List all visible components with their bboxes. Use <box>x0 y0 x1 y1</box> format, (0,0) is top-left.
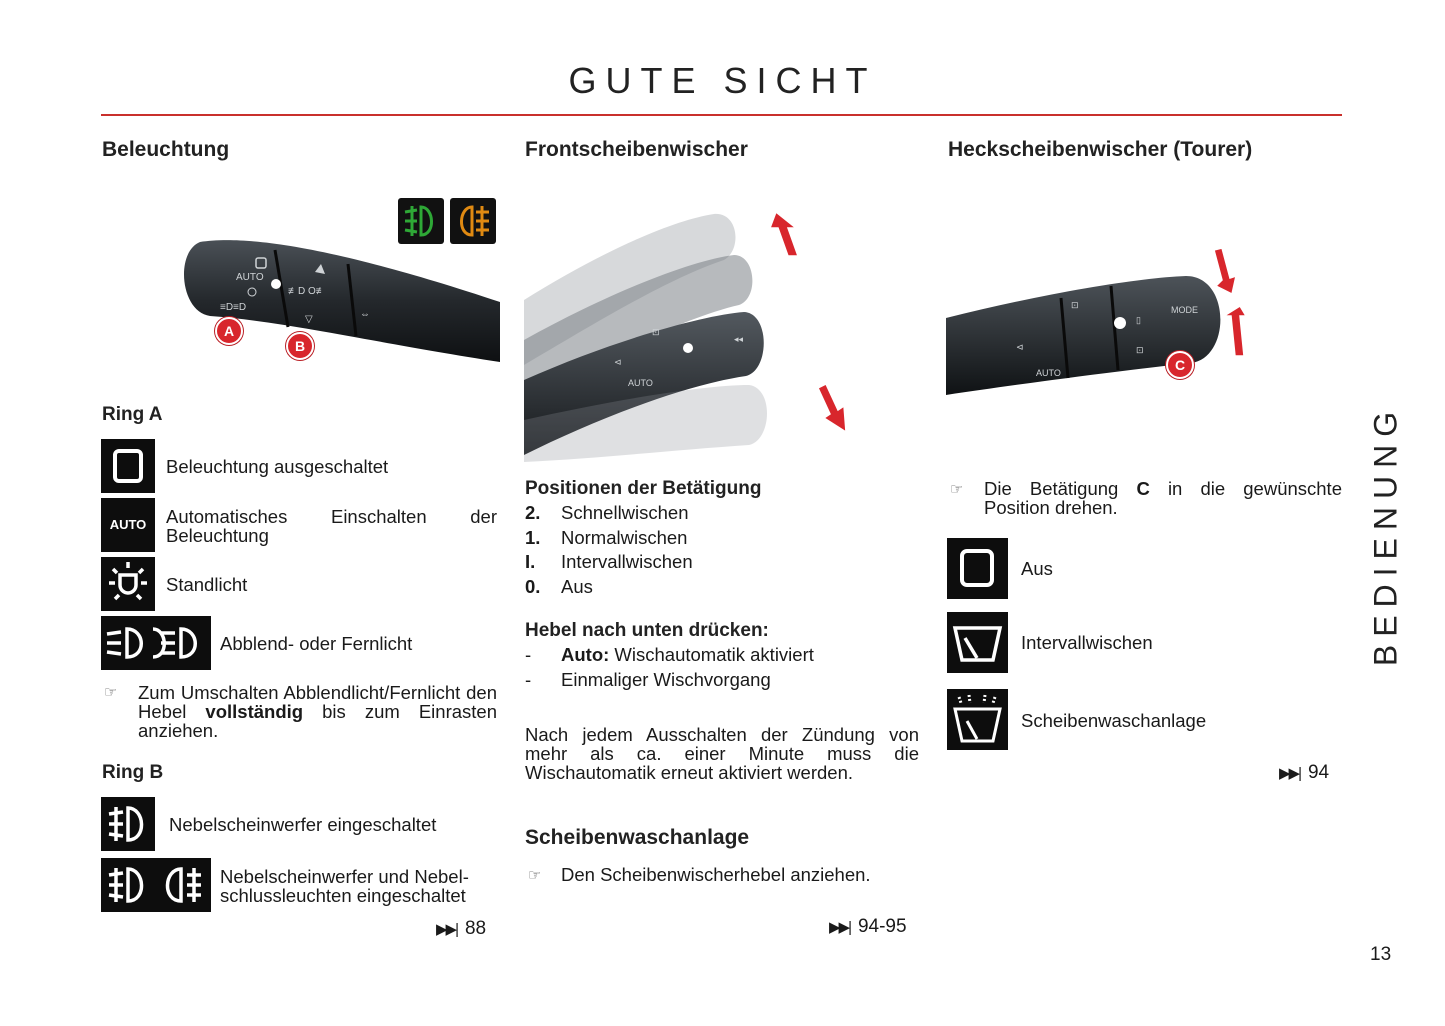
svg-text:AUTO: AUTO <box>236 272 264 283</box>
svg-text:▯: ▯ <box>1136 315 1141 325</box>
page-title: GUTE SICHT <box>568 60 877 101</box>
sidelight-label: Standlicht <box>166 574 248 595</box>
lighting-off-label: Beleuchtung ausgeschaltet <box>166 456 389 477</box>
badge-a: A <box>215 317 243 345</box>
svg-text:MODE: MODE <box>1171 305 1198 315</box>
push-item-single: - Einmaliger Wischvorgang <box>525 669 771 690</box>
badge-c: C <box>1166 351 1194 379</box>
svg-text:AUTO: AUTO <box>628 378 653 388</box>
front-wiper-heading: Frontscheibenwischer <box>525 138 748 161</box>
badge-b: B <box>286 332 314 360</box>
lighting-heading: Beleuchtung <box>102 138 230 161</box>
off-square-icon <box>947 538 1008 599</box>
page-reference-94-95[interactable]: ▶▶| 94-95 <box>829 916 907 937</box>
svg-text:≡D≡D: ≡D≡D <box>220 302 247 313</box>
svg-text:⊲: ⊲ <box>1016 342 1024 352</box>
ignition-paragraph: Nach jedem Ausschalten der Zündung von mehr als ca. einer Minute muss die Wischautomatik erneut aktiviert werden. <box>525 724 919 783</box>
washer-note: Den Scheibenwischerhebel anziehen. <box>561 864 871 885</box>
washer-heading: Scheibenwaschanlage <box>525 826 750 849</box>
svg-text:◂◂: ◂◂ <box>734 334 744 344</box>
hand-pointer-icon: ☞ <box>528 867 542 884</box>
position-item: 1. Normalwischen <box>525 527 688 548</box>
fog-and-rear-fog-icon <box>101 858 211 912</box>
sidelight-icon <box>101 557 155 611</box>
svg-text:AUTO: AUTO <box>1036 368 1061 378</box>
low-high-beam-icon <box>101 616 211 670</box>
svg-text:⊡: ⊡ <box>652 327 660 337</box>
rear-intermittent-label: Intervallwischen <box>1021 632 1153 653</box>
auto-icon: AUTO <box>101 498 155 552</box>
ring-a-heading: Ring A <box>102 404 163 425</box>
skip-forward-icon: ▶▶| <box>829 919 850 936</box>
page-reference-94[interactable]: ▶▶| 94 <box>1279 762 1330 783</box>
hand-pointer-icon: ☞ <box>950 481 964 498</box>
front-fog-icon <box>101 797 155 851</box>
rear-washer-label: Scheibenwaschanlage <box>1021 710 1207 731</box>
rear-wiper-note: Die Betätigung C in die gewünschte Position drehen. <box>984 478 1342 518</box>
skip-forward-icon: ▶▶| <box>1279 765 1300 782</box>
fog-rear-fog-label: Nebelscheinwerfer und Nebelschlussleuchten eingeschaltet <box>220 866 469 906</box>
position-item: 2. Schnellwischen <box>525 502 689 523</box>
push-item-auto: - Auto: Wischautomatik aktiviert <box>525 644 814 665</box>
beam-label: Abblend- oder Fernlicht <box>220 633 413 654</box>
title-divider <box>101 114 1342 116</box>
svg-text:⇔: ⇔ <box>360 309 370 320</box>
push-down-heading: Hebel nach unten drücken: <box>525 620 769 641</box>
svg-text:▽: ▽ <box>305 314 313 325</box>
front-wiper-stalk-illustration <box>524 200 874 462</box>
skip-forward-icon: ▶▶| <box>436 921 457 938</box>
ring-b-heading: Ring B <box>102 762 164 783</box>
auto-lighting-label: Automatisches Einschalten der Beleuchtung <box>166 506 497 546</box>
side-section-label <box>1358 380 1414 690</box>
beam-switch-note: Zum Umschalten Abblendlicht/Fernlicht den Hebel vollständig bis zum Einrasten anziehen. <box>138 682 497 741</box>
svg-text:⊡: ⊡ <box>1136 345 1144 355</box>
off-square-icon <box>101 439 155 493</box>
washer-icon <box>947 689 1008 750</box>
svg-text:≢D O≢: ≢D O≢ <box>288 286 326 297</box>
position-item: I. Intervallwischen <box>525 551 693 572</box>
fog-on-label: Nebelscheinwerfer eingeschaltet <box>169 814 437 835</box>
hand-pointer-icon: ☞ <box>104 684 118 701</box>
lighting-stalk-illustration <box>170 232 500 372</box>
positions-heading: Positionen der Betätigung <box>525 478 762 499</box>
position-item: 0. Aus <box>525 576 593 597</box>
rear-wiper-heading: Heckscheibenwischer (Tourer) <box>948 138 1253 161</box>
intermittent-wipe-icon <box>947 612 1008 673</box>
page-number: 13 <box>1370 944 1392 965</box>
rear-wiper-stalk-illustration <box>946 238 1276 398</box>
svg-text:⊡: ⊡ <box>1071 300 1079 310</box>
page-reference-88[interactable]: ▶▶| 88 <box>436 918 487 939</box>
side-section-text: BEDIENUNG <box>1367 403 1404 667</box>
rear-off-label: Aus <box>1021 558 1053 579</box>
svg-text:⊲: ⊲ <box>614 357 622 367</box>
